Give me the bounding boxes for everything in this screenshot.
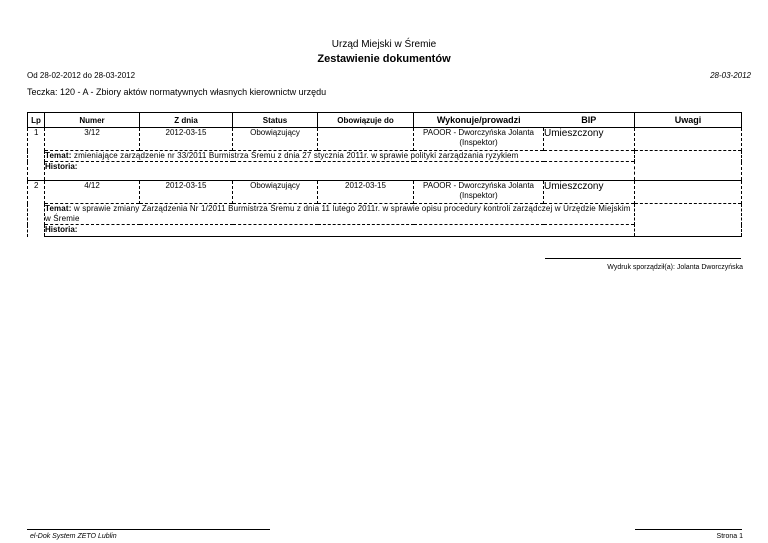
row-temat xyxy=(45,151,635,162)
footer-divider-left xyxy=(27,529,270,530)
footer-divider-right xyxy=(635,529,742,530)
temat-label: Temat: xyxy=(45,151,72,160)
historia-label: Historia: xyxy=(45,225,78,234)
col-obowiazuje-do: Obowiązuje do xyxy=(318,113,414,128)
table-row xyxy=(28,128,742,151)
print-date: 28-03-2012 xyxy=(710,71,751,80)
temat-row xyxy=(28,151,742,162)
row-status: Obowiązujący xyxy=(233,181,318,204)
temat-label: Temat: xyxy=(45,204,72,213)
historia-label: Historia: xyxy=(45,162,78,171)
table-header xyxy=(28,113,742,128)
temat-row xyxy=(28,204,742,225)
col-status: Status xyxy=(233,113,318,128)
report-title: Zestawienie dokumentów xyxy=(317,53,451,65)
col-numer: Numer xyxy=(45,113,140,128)
temat-text: w sprawie zmiany Zarządzenia Nr 1/2011 Burmistrza Śremu z dnia 11 lutego 2011r. w sprawie opisu procedury kontroli zarządczej w Urzędzie Miejskim w Śremie xyxy=(45,204,631,223)
historia-row xyxy=(28,225,742,237)
row-wykonuje xyxy=(414,181,544,204)
row-numer: 4/12 xyxy=(45,181,140,204)
row-z-dnia: 2012-03-15 xyxy=(140,128,233,151)
row-obowiazuje-do xyxy=(318,128,414,151)
folder-label: Teczka: 120 - A - Zbiory aktów normatywnych własnych kierownictw urzędu xyxy=(27,87,327,97)
row-uwagi-cont xyxy=(635,151,742,181)
documents-table xyxy=(27,112,742,237)
row-bip: Umieszczony xyxy=(544,181,635,204)
row-numer: 3/12 xyxy=(45,128,140,151)
row-bip: Umieszczony xyxy=(544,128,635,151)
row-uwagi xyxy=(635,128,742,151)
row-wykonuje xyxy=(414,128,544,151)
wykonuje-role: (Inspektor) xyxy=(459,191,498,200)
row-historia xyxy=(45,162,635,181)
wykonuje-role: (Inspektor) xyxy=(459,138,498,147)
date-range: Od 28-02-2012 do 28-03-2012 xyxy=(27,71,136,80)
col-uwagi: Uwagi xyxy=(635,113,742,128)
wykonuje-person: PAOOR - Dworczyńska Jolanta xyxy=(423,128,534,137)
row-lp: 2 xyxy=(28,181,45,237)
col-z-dnia: Z dnia xyxy=(140,113,233,128)
row-z-dnia: 2012-03-15 xyxy=(140,181,233,204)
page-number: Strona 1 xyxy=(716,533,743,540)
col-wykonuje: Wykonuje/prowadzi xyxy=(414,113,544,128)
col-bip: BIP xyxy=(544,113,635,128)
temat-text: zmieniające zarządzenie nr 33/2011 Burmistrza Śremu z dnia 27 stycznia 2011r. w sprawie polityki zarządzania ryzykiem xyxy=(73,151,519,160)
row-historia xyxy=(45,225,635,237)
col-lp: Lp xyxy=(28,113,45,128)
row-uwagi xyxy=(635,181,742,204)
row-uwagi-cont xyxy=(635,204,742,237)
row-status: Obowiązujący xyxy=(233,128,318,151)
institution-name: Urząd Miejski w Śremie xyxy=(331,39,437,50)
prepared-by: Wydruk sporządził(a): Jolanta Dworczyńska xyxy=(607,264,743,271)
historia-row xyxy=(28,162,742,181)
wykonuje-person: PAOOR - Dworczyńska Jolanta xyxy=(423,181,534,190)
table-row xyxy=(28,181,742,204)
signature-divider xyxy=(545,258,741,259)
row-lp: 1 xyxy=(28,128,45,181)
footer-system: el-Dok System ZETO Lublin xyxy=(30,533,117,540)
row-temat xyxy=(45,204,635,225)
row-obowiazuje-do: 2012-03-15 xyxy=(318,181,414,204)
